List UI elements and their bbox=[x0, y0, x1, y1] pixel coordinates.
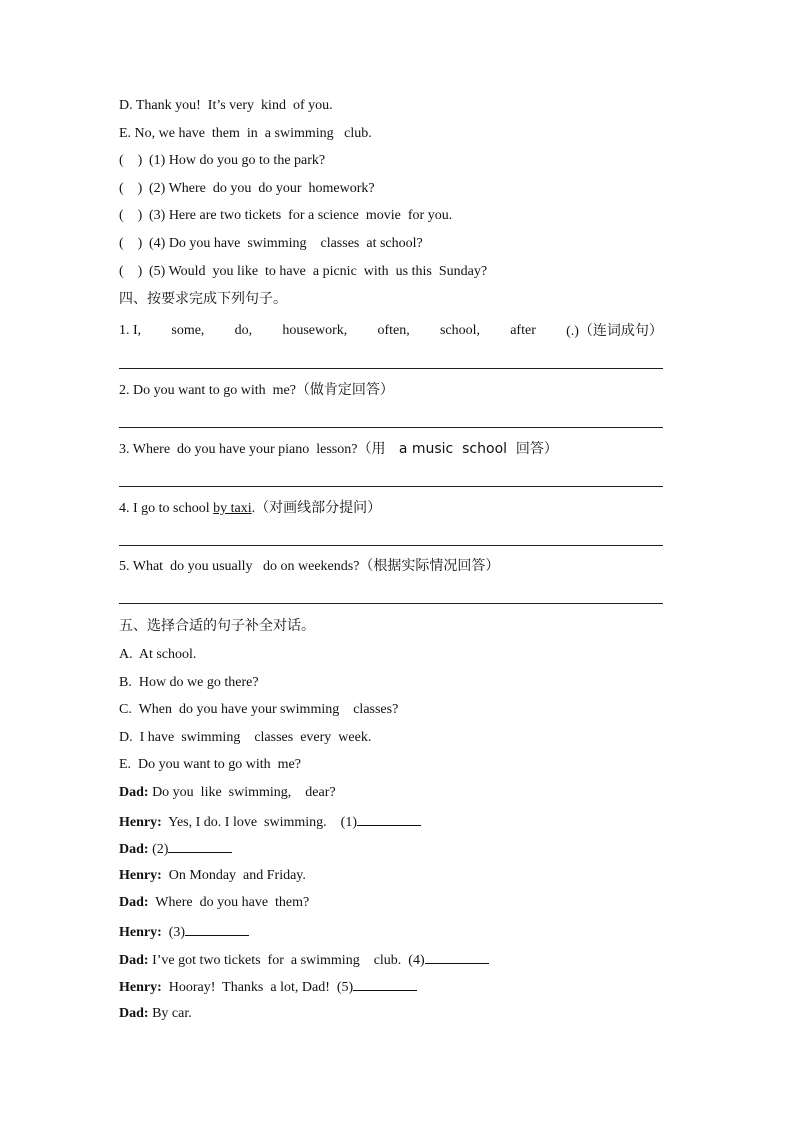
instruction: （根据实际情况回答） bbox=[359, 558, 500, 574]
word: 1. I, bbox=[119, 323, 142, 338]
speaker: Dad: bbox=[119, 842, 149, 857]
punctuation: (.) bbox=[566, 324, 579, 339]
answer-blank bbox=[353, 977, 417, 991]
answer-paren: ( ) bbox=[119, 264, 143, 279]
dialogue-line bbox=[119, 784, 336, 802]
underlined-phrase: by taxi bbox=[213, 501, 252, 516]
dialogue-line bbox=[119, 839, 232, 859]
dialogue-line bbox=[119, 922, 249, 942]
word: do, bbox=[234, 323, 253, 338]
answer-blank bbox=[185, 922, 249, 936]
speaker: Dad: bbox=[119, 953, 149, 968]
option-b: B. How do we go there? bbox=[119, 675, 259, 690]
utterance: By car. bbox=[148, 1006, 192, 1021]
utterance: Where do you have them? bbox=[148, 895, 310, 910]
dialogue-line bbox=[119, 977, 417, 997]
question-text: (3) Here are two tickets for a science movie for you. bbox=[149, 208, 453, 223]
word: after bbox=[510, 323, 536, 338]
answer-blank bbox=[357, 812, 421, 826]
speaker: Henry: bbox=[119, 868, 162, 883]
dialogue-line bbox=[119, 867, 306, 885]
answer-paren: ( ) bbox=[119, 208, 143, 223]
utterance: Yes, I do. I love swimming. (1) bbox=[161, 815, 357, 830]
utterance: (2) bbox=[148, 842, 169, 857]
q-text: 3. Where do you have your piano lesson? bbox=[119, 442, 358, 457]
answer-paren: ( ) bbox=[119, 153, 143, 168]
speaker: Henry: bbox=[119, 980, 162, 995]
speaker: Henry: bbox=[119, 925, 162, 940]
answer-line-2 bbox=[119, 427, 663, 428]
q-suffix: . bbox=[251, 501, 256, 516]
punctuation-and-instruction bbox=[566, 322, 663, 341]
option-e: E. No, we have them in a swimming club. bbox=[119, 126, 372, 141]
section-4-heading: 四、按要求完成下列句子。 bbox=[119, 291, 287, 307]
dialogue-line bbox=[119, 812, 421, 832]
question-text: (4) Do you have swimming classes at school? bbox=[149, 236, 423, 251]
answer-line-4 bbox=[119, 545, 663, 546]
word: school, bbox=[439, 323, 481, 338]
q-text: 2. Do you want to go with me? bbox=[119, 383, 296, 398]
answer-line-5 bbox=[119, 603, 663, 604]
q4-5 bbox=[119, 557, 499, 576]
instruction: （用 a music school 回答） bbox=[357, 441, 558, 457]
utterance: I’ve got two tickets for a swimming club. (4) bbox=[148, 953, 425, 968]
speaker: Dad: bbox=[119, 1006, 149, 1021]
option-a: A. At school. bbox=[119, 647, 197, 662]
question-1 bbox=[119, 152, 325, 170]
answer-line-1 bbox=[119, 368, 663, 369]
q-prefix: 4. I go to school bbox=[119, 501, 214, 516]
instruction: （连词成句） bbox=[578, 323, 663, 339]
answer-blank bbox=[425, 950, 489, 964]
instruction: （做肯定回答） bbox=[295, 382, 394, 398]
q4-2 bbox=[119, 381, 394, 400]
word: some, bbox=[171, 323, 205, 338]
question-text: (1) How do you go to the park? bbox=[149, 153, 326, 168]
question-4 bbox=[119, 235, 423, 253]
scrambled-words bbox=[119, 322, 663, 341]
utterance: On Monday and Friday. bbox=[161, 868, 306, 883]
q4-3 bbox=[119, 440, 558, 459]
q-text: 5. What do you usually do on weekends? bbox=[119, 559, 360, 574]
option-e: E. Do you want to go with me? bbox=[119, 757, 301, 772]
question-text: (5) Would you like to have a picnic with us this Sunday? bbox=[149, 264, 488, 279]
speaker: Dad: bbox=[119, 895, 149, 910]
option-d: D. I have swimming classes every week. bbox=[119, 730, 372, 745]
instruction: （对画线部分提问） bbox=[255, 500, 382, 516]
dialogue-line bbox=[119, 1005, 192, 1023]
option-d: D. Thank you! It’s very kind of you. bbox=[119, 98, 333, 113]
word: often, bbox=[377, 323, 410, 338]
dialogue-line bbox=[119, 894, 309, 912]
word: housework, bbox=[282, 323, 348, 338]
utterance: Do you like swimming, dear? bbox=[148, 785, 336, 800]
speaker: Dad: bbox=[119, 785, 149, 800]
answer-paren: ( ) bbox=[119, 236, 143, 251]
question-3 bbox=[119, 207, 452, 225]
answer-blank bbox=[168, 839, 232, 853]
answer-line-3 bbox=[119, 486, 663, 487]
question-2 bbox=[119, 180, 375, 198]
utterance: (3) bbox=[161, 925, 186, 940]
speaker: Henry: bbox=[119, 815, 162, 830]
section-5-heading: 五、选择合适的句子补全对话。 bbox=[119, 618, 315, 634]
dialogue-line bbox=[119, 950, 489, 970]
option-c: C. When do you have your swimming classes? bbox=[119, 702, 399, 717]
question-text: (2) Where do you do your homework? bbox=[149, 181, 375, 196]
utterance: Hooray! Thanks a lot, Dad! (5) bbox=[161, 980, 354, 995]
answer-paren: ( ) bbox=[119, 181, 143, 196]
q4-4 bbox=[119, 499, 381, 518]
question-5 bbox=[119, 263, 487, 281]
